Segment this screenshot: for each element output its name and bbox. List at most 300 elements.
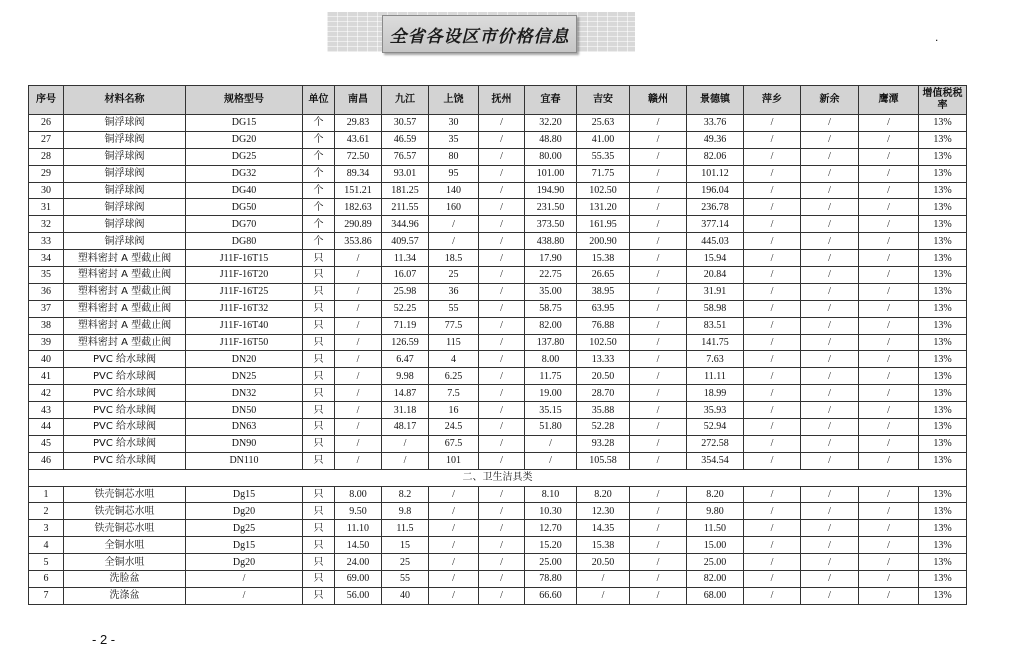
table-cell: / — [801, 571, 859, 588]
table-cell: / — [479, 334, 525, 351]
table-row — [29, 486, 967, 503]
table-cell: 35.88 — [577, 402, 630, 419]
table-cell: 只 — [303, 452, 335, 469]
table-cell: / — [335, 402, 382, 419]
table-cell: / — [382, 452, 429, 469]
table-cell: / — [801, 250, 859, 267]
table-cell: / — [801, 368, 859, 385]
table-cell: 只 — [303, 587, 335, 604]
table-cell: / — [630, 368, 687, 385]
table-cell: 55.35 — [577, 148, 630, 165]
table-cell: / — [335, 334, 382, 351]
table-cell: / — [335, 368, 382, 385]
table-cell: 231.50 — [525, 199, 577, 216]
table-cell: 15 — [382, 537, 429, 554]
table-cell: / — [479, 148, 525, 165]
table-cell: / — [479, 435, 525, 452]
table-cell: / — [744, 554, 801, 571]
table-cell: / — [859, 199, 919, 216]
table-cell: 洗涤盆 — [64, 587, 186, 604]
table-cell: 71.75 — [577, 165, 630, 182]
table-cell: 13% — [919, 317, 967, 334]
table-cell: 13% — [919, 115, 967, 132]
table-cell: / — [801, 554, 859, 571]
table-cell: 40 — [29, 351, 64, 368]
table-cell: / — [801, 385, 859, 402]
table-cell: 20.50 — [577, 554, 630, 571]
table-cell: / — [429, 571, 479, 588]
table-cell: 只 — [303, 368, 335, 385]
table-cell: / — [429, 587, 479, 604]
table-cell: 89.34 — [335, 165, 382, 182]
table-cell: 13% — [919, 419, 967, 436]
table-cell: 8.00 — [525, 351, 577, 368]
table-cell: / — [859, 351, 919, 368]
table-cell: 塑料密封 A 型截止阀 — [64, 283, 186, 300]
table-cell: DG15 — [186, 115, 303, 132]
table-cell: 铜浮球阀 — [64, 233, 186, 250]
table-cell: / — [630, 317, 687, 334]
table-cell: / — [859, 537, 919, 554]
table-cell: / — [479, 165, 525, 182]
table-cell: J11F-16T32 — [186, 300, 303, 317]
table-cell: / — [859, 503, 919, 520]
table-cell: 46.59 — [382, 131, 429, 148]
table-cell: 354.54 — [687, 452, 744, 469]
table-cell: / — [859, 165, 919, 182]
table-cell: Dg15 — [186, 486, 303, 503]
table-cell: 9.50 — [335, 503, 382, 520]
table-cell: / — [744, 486, 801, 503]
table-cell: 20.84 — [687, 267, 744, 284]
table-row — [29, 300, 967, 317]
table-cell: / — [859, 571, 919, 588]
table-cell: 80 — [429, 148, 479, 165]
table-cell: 个 — [303, 115, 335, 132]
table-cell: 14.35 — [577, 520, 630, 537]
table-cell: / — [859, 368, 919, 385]
table-cell: / — [744, 199, 801, 216]
table-cell: / — [335, 435, 382, 452]
table-cell: 13% — [919, 267, 967, 284]
column-header: 南昌 — [335, 86, 382, 115]
table-cell: 37 — [29, 300, 64, 317]
table-cell: 13% — [919, 250, 967, 267]
table-cell: 11.11 — [687, 368, 744, 385]
table-cell: 68.00 — [687, 587, 744, 604]
table-cell: 77.5 — [429, 317, 479, 334]
table-cell: / — [744, 503, 801, 520]
column-header: 序号 — [29, 86, 64, 115]
table-row — [29, 317, 967, 334]
table-cell: / — [744, 216, 801, 233]
table-cell: 27 — [29, 131, 64, 148]
table-cell: / — [630, 148, 687, 165]
table-cell: 13% — [919, 587, 967, 604]
column-header: 赣州 — [630, 86, 687, 115]
table-cell: 25.63 — [577, 115, 630, 132]
table-cell: / — [859, 402, 919, 419]
table-cell: / — [479, 233, 525, 250]
table-cell: 13% — [919, 334, 967, 351]
table-cell: / — [744, 182, 801, 199]
table-cell: 个 — [303, 148, 335, 165]
table-row — [29, 351, 967, 368]
table-cell: 25 — [429, 267, 479, 284]
table-cell: / — [859, 587, 919, 604]
table-cell: 5 — [29, 554, 64, 571]
column-header: 鹰潭 — [859, 86, 919, 115]
table-cell: 101.00 — [525, 165, 577, 182]
table-cell: / — [801, 267, 859, 284]
table-row — [29, 419, 967, 436]
table-cell: 个 — [303, 165, 335, 182]
table-cell: 102.50 — [577, 334, 630, 351]
table-cell: 31.91 — [687, 283, 744, 300]
table-cell: DN32 — [186, 385, 303, 402]
table-cell: 41 — [29, 368, 64, 385]
table-cell: 95 — [429, 165, 479, 182]
table-cell: 140 — [429, 182, 479, 199]
table-cell: 56.00 — [335, 587, 382, 604]
table-cell: 102.50 — [577, 182, 630, 199]
table-cell: 55 — [429, 300, 479, 317]
table-cell: 16.07 — [382, 267, 429, 284]
table-cell: 377.14 — [687, 216, 744, 233]
table-cell: / — [801, 300, 859, 317]
table-cell: / — [479, 115, 525, 132]
table-cell: 52.25 — [382, 300, 429, 317]
table-cell: 25.00 — [687, 554, 744, 571]
table-cell: 铁壳铜芯水咀 — [64, 520, 186, 537]
table-row — [29, 283, 967, 300]
table-header-row — [29, 86, 967, 115]
table-cell: DG50 — [186, 199, 303, 216]
table-cell: 只 — [303, 537, 335, 554]
table-cell: 29.83 — [335, 115, 382, 132]
table-cell: 6.25 — [429, 368, 479, 385]
table-cell: 13% — [919, 486, 967, 503]
table-cell: / — [429, 233, 479, 250]
table-cell: / — [479, 267, 525, 284]
table-cell: 22.75 — [525, 267, 577, 284]
table-cell: / — [801, 216, 859, 233]
table-cell: / — [630, 402, 687, 419]
table-cell: / — [630, 452, 687, 469]
table-cell: / — [429, 486, 479, 503]
table-cell: / — [859, 334, 919, 351]
table-cell: / — [479, 385, 525, 402]
table-cell: 32 — [29, 216, 64, 233]
table-cell: 66.60 — [525, 587, 577, 604]
table-row — [29, 216, 967, 233]
table-cell: / — [479, 419, 525, 436]
table-cell: 13% — [919, 182, 967, 199]
table-cell: / — [479, 587, 525, 604]
table-cell: 43 — [29, 402, 64, 419]
table-cell: 101.12 — [687, 165, 744, 182]
table-cell: 196.04 — [687, 182, 744, 199]
column-header: 新余 — [801, 86, 859, 115]
table-row — [29, 199, 967, 216]
table-cell: / — [630, 165, 687, 182]
table-cell: 35.15 — [525, 402, 577, 419]
table-cell: 290.89 — [335, 216, 382, 233]
column-header: 九江 — [382, 86, 429, 115]
table-cell: / — [630, 115, 687, 132]
table-cell: / — [744, 537, 801, 554]
table-cell: 13% — [919, 537, 967, 554]
table-cell: / — [335, 300, 382, 317]
table-cell: J11F-16T15 — [186, 250, 303, 267]
table-cell: 28 — [29, 148, 64, 165]
table-cell: 48.80 — [525, 131, 577, 148]
table-cell: / — [859, 554, 919, 571]
table-cell: / — [801, 402, 859, 419]
table-cell: 13% — [919, 148, 967, 165]
column-header: 抚州 — [479, 86, 525, 115]
table-cell: / — [859, 216, 919, 233]
page-number: - 2 - — [92, 632, 116, 647]
table-cell: 93.28 — [577, 435, 630, 452]
table-cell: / — [801, 486, 859, 503]
column-header: 规格型号 — [186, 86, 303, 115]
table-cell: 161.95 — [577, 216, 630, 233]
table-body — [29, 115, 967, 605]
table-cell: 只 — [303, 503, 335, 520]
table-cell: / — [744, 165, 801, 182]
table-cell: J11F-16T20 — [186, 267, 303, 284]
table-cell: 35 — [29, 267, 64, 284]
table-cell: 7.5 — [429, 385, 479, 402]
column-header: 单位 — [303, 86, 335, 115]
table-cell: 13% — [919, 131, 967, 148]
table-cell: / — [801, 233, 859, 250]
table-cell: PVC 给水球阀 — [64, 452, 186, 469]
table-cell: / — [859, 283, 919, 300]
table-cell: 12.30 — [577, 503, 630, 520]
table-cell: / — [335, 267, 382, 284]
table-cell: 83.51 — [687, 317, 744, 334]
table-cell: / — [859, 267, 919, 284]
table-cell: / — [744, 300, 801, 317]
table-cell: / — [577, 587, 630, 604]
table-cell: 铜浮球阀 — [64, 131, 186, 148]
table-cell: / — [479, 571, 525, 588]
table-cell: 15.38 — [577, 250, 630, 267]
table-cell: / — [744, 148, 801, 165]
table-cell: 13.33 — [577, 351, 630, 368]
table-cell: / — [744, 131, 801, 148]
table-cell: / — [630, 520, 687, 537]
table-cell: 只 — [303, 334, 335, 351]
table-cell: 全铜水咀 — [64, 554, 186, 571]
table-cell: 39 — [29, 334, 64, 351]
table-cell: / — [801, 165, 859, 182]
table-cell: 36 — [29, 283, 64, 300]
table-cell: 15.20 — [525, 537, 577, 554]
table-cell: DN25 — [186, 368, 303, 385]
table-cell: 铜浮球阀 — [64, 182, 186, 199]
table-cell: 44 — [29, 419, 64, 436]
table-cell: 93.01 — [382, 165, 429, 182]
table-row — [29, 571, 967, 588]
table-cell: / — [859, 233, 919, 250]
table-cell: 铜浮球阀 — [64, 165, 186, 182]
table-cell: 35.00 — [525, 283, 577, 300]
table-cell: 14.50 — [335, 537, 382, 554]
table-cell: 82.00 — [687, 571, 744, 588]
section-title: 二、卫生洁具类 — [29, 469, 967, 486]
table-cell: / — [801, 452, 859, 469]
table-cell: 只 — [303, 250, 335, 267]
table-cell: / — [429, 216, 479, 233]
table-cell: 31.18 — [382, 402, 429, 419]
table-row — [29, 435, 967, 452]
table-cell: / — [630, 385, 687, 402]
table-cell: / — [630, 131, 687, 148]
table-cell: / — [801, 520, 859, 537]
table-cell: PVC 给水球阀 — [64, 368, 186, 385]
table-cell: 个 — [303, 216, 335, 233]
table-cell: / — [859, 520, 919, 537]
table-cell: Dg15 — [186, 537, 303, 554]
table-cell: 8.2 — [382, 486, 429, 503]
table-cell: / — [744, 419, 801, 436]
table-cell: 只 — [303, 317, 335, 334]
table-cell: 只 — [303, 351, 335, 368]
table-cell: / — [859, 148, 919, 165]
table-cell: 铜浮球阀 — [64, 148, 186, 165]
table-cell: DG40 — [186, 182, 303, 199]
table-cell: / — [630, 182, 687, 199]
table-cell: 6 — [29, 571, 64, 588]
table-cell: 13% — [919, 520, 967, 537]
table-cell: 29 — [29, 165, 64, 182]
table-cell: / — [630, 419, 687, 436]
table-cell: / — [577, 571, 630, 588]
table-cell: DG25 — [186, 148, 303, 165]
table-cell: 40 — [382, 587, 429, 604]
table-cell: DG32 — [186, 165, 303, 182]
table-cell: PVC 给水球阀 — [64, 435, 186, 452]
table-cell: 19.00 — [525, 385, 577, 402]
table-cell: 194.90 — [525, 182, 577, 199]
table-cell: 25.00 — [525, 554, 577, 571]
table-cell: / — [630, 267, 687, 284]
table-cell: / — [479, 300, 525, 317]
table-cell: DG70 — [186, 216, 303, 233]
table-row — [29, 402, 967, 419]
table-cell: 铜浮球阀 — [64, 115, 186, 132]
table-cell: 31 — [29, 199, 64, 216]
table-cell: 7 — [29, 587, 64, 604]
table-cell: 11.10 — [335, 520, 382, 537]
column-header: 上饶 — [429, 86, 479, 115]
table-cell: 45 — [29, 435, 64, 452]
table-cell: / — [744, 250, 801, 267]
table-cell: 个 — [303, 199, 335, 216]
table-cell: 38.95 — [577, 283, 630, 300]
table-cell: DN110 — [186, 452, 303, 469]
table-cell: 15.00 — [687, 537, 744, 554]
table-cell: 72.50 — [335, 148, 382, 165]
table-cell: 126.59 — [382, 334, 429, 351]
table-cell: 只 — [303, 300, 335, 317]
table-cell: PVC 给水球阀 — [64, 385, 186, 402]
table-cell: Dg20 — [186, 503, 303, 520]
table-cell: Dg25 — [186, 520, 303, 537]
table-cell: 131.20 — [577, 199, 630, 216]
table-cell: 24.5 — [429, 419, 479, 436]
table-row — [29, 165, 967, 182]
table-row — [29, 267, 967, 284]
table-cell: / — [630, 571, 687, 588]
table-row — [29, 148, 967, 165]
table-cell: PVC 给水球阀 — [64, 402, 186, 419]
table-row — [29, 554, 967, 571]
table-cell: DN90 — [186, 435, 303, 452]
table-cell: / — [744, 115, 801, 132]
table-cell: 9.8 — [382, 503, 429, 520]
table-cell: / — [859, 250, 919, 267]
table-cell: DN20 — [186, 351, 303, 368]
table-cell: / — [630, 486, 687, 503]
table-cell: 只 — [303, 486, 335, 503]
table-cell: 25.98 — [382, 283, 429, 300]
table-cell: 8.10 — [525, 486, 577, 503]
table-row — [29, 233, 967, 250]
table-cell: 41.00 — [577, 131, 630, 148]
table-cell: 14.87 — [382, 385, 429, 402]
table-cell: 个 — [303, 131, 335, 148]
table-cell: 10.30 — [525, 503, 577, 520]
table-cell: 13% — [919, 554, 967, 571]
table-cell: 49.36 — [687, 131, 744, 148]
table-cell: 11.5 — [382, 520, 429, 537]
table-cell: / — [801, 182, 859, 199]
table-cell: 13% — [919, 351, 967, 368]
table-cell: / — [859, 115, 919, 132]
table-cell: 71.19 — [382, 317, 429, 334]
table-cell: J11F-16T50 — [186, 334, 303, 351]
table-row — [29, 115, 967, 132]
table-cell: 76.57 — [382, 148, 429, 165]
table-cell: / — [801, 537, 859, 554]
table-cell: / — [335, 385, 382, 402]
table-cell: PVC 给水球阀 — [64, 419, 186, 436]
table-cell: 只 — [303, 520, 335, 537]
table-cell: / — [479, 283, 525, 300]
table-cell: / — [630, 351, 687, 368]
table-cell: 8.20 — [687, 486, 744, 503]
table-cell: 78.80 — [525, 571, 577, 588]
table-cell: 6.47 — [382, 351, 429, 368]
table-cell: / — [429, 554, 479, 571]
table-cell: / — [479, 250, 525, 267]
table-cell: / — [525, 452, 577, 469]
table-cell: 101 — [429, 452, 479, 469]
table-cell: 26 — [29, 115, 64, 132]
table-cell: 46 — [29, 452, 64, 469]
table-row — [29, 385, 967, 402]
table-cell: 42 — [29, 385, 64, 402]
table-cell: 344.96 — [382, 216, 429, 233]
table-cell: 全铜水咀 — [64, 537, 186, 554]
corner-mark: . — [935, 30, 939, 44]
table-row — [29, 537, 967, 554]
table-cell: 82.00 — [525, 317, 577, 334]
